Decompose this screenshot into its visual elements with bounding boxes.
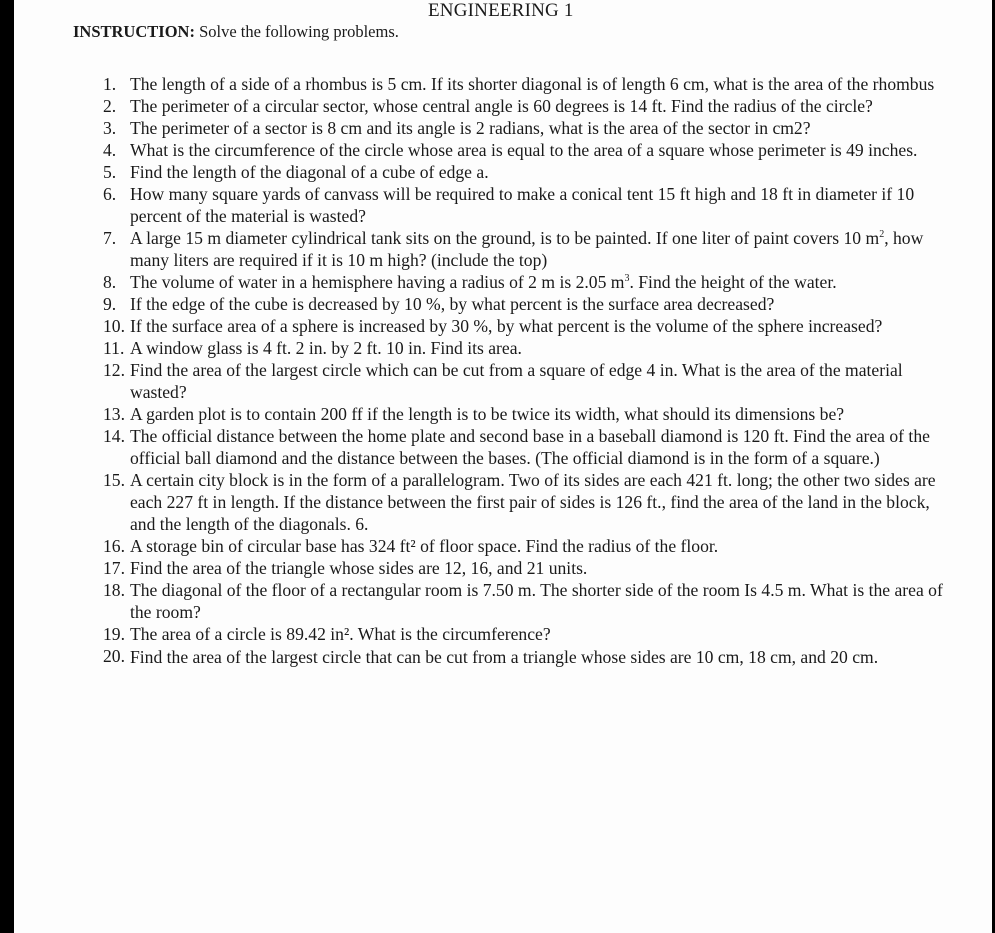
problem-text-before: The volume of water in a hemisphere having a radius of 2 m is 2.05 m [130, 272, 625, 292]
problem-item-15 [103, 469, 943, 535]
problem-number: 3. [103, 118, 117, 138]
problem-text-after: , how many liters are required if it is 10 m high? (include the top) [130, 228, 924, 270]
problem-item-10 [103, 315, 943, 337]
problem-item-13 [103, 403, 943, 425]
problem-text: How many square yards of canvass will be required to make a conical tent 15 ft high and 18 ft in diameter if 10 percent of the material is wasted? [130, 184, 915, 226]
problem-text: A garden plot is to contain 200 ff if the length is to be twice its width, what should its dimensions be? [130, 404, 845, 424]
problem-text: The perimeter of a sector is 8 cm and its angle is 2 radians, what is the area of the sector in cm2? [130, 118, 811, 138]
problem-number: 20. [103, 646, 125, 666]
problem-item-11 [103, 337, 943, 359]
problem-item-20 [103, 645, 943, 669]
document-title: ENGINEERING 1 [428, 0, 574, 21]
problem-item-14 [103, 425, 943, 469]
problem-item-16 [103, 535, 943, 557]
problem-text: The length of a side of a rhombus is 5 cm. If its shorter diagonal is of length 6 cm, what is the area of the rhombus [130, 74, 935, 94]
problem-number: 2. [103, 96, 117, 116]
problem-number: 8. [103, 272, 117, 292]
problem-number: 17. [103, 558, 125, 578]
problem-number: 10. [103, 316, 125, 336]
problem-text [130, 272, 837, 292]
problem-item-1 [103, 73, 943, 95]
problem-item-5 [103, 161, 943, 183]
problem-item-6 [103, 183, 943, 227]
problem-item-8 [103, 271, 943, 293]
problem-number: 1. [103, 74, 117, 94]
problem-number: 4. [103, 140, 117, 160]
problem-text: The official distance between the home plate and second base in a baseball diamond is 120 ft. Find the area of the official ball diamond and the distance between the bases. (The official diamond is in the form of a square.) [130, 426, 930, 468]
problem-number: 7. [103, 228, 117, 248]
problem-number: 5. [103, 162, 117, 182]
problem-text [130, 228, 923, 270]
problem-text-after: . Find the height of the water. [629, 272, 837, 292]
problem-text: The diagonal of the floor of a rectangular room is 7.50 m. The shorter side of the room Is 4.5 m. What is the area of the room? [130, 580, 943, 622]
superscript: 2 [879, 229, 885, 240]
problem-number: 13. [103, 404, 125, 424]
problem-text: A window glass is 4 ft. 2 in. by 2 ft. 10 in. Find its area. [130, 338, 522, 358]
problem-number: 15. [103, 470, 125, 490]
problem-number: 12. [103, 360, 125, 380]
problem-text: Find the area of the triangle whose sides are 12, 16, and 21 units. [130, 558, 588, 578]
problem-number: 14. [103, 426, 125, 446]
instruction-line [73, 21, 399, 43]
problem-text: If the surface area of a sphere is increased by 30 %, by what percent is the volume of the sphere increased? [130, 316, 883, 336]
instruction-text: Solve the following problems. [194, 22, 399, 41]
problem-number: 18. [103, 580, 125, 600]
problem-number: 6. [103, 184, 117, 204]
problem-text: What is the circumference of the circle whose area is equal to the area of a square whose perimeter is 49 inches. [130, 140, 918, 160]
problem-number: 19. [103, 624, 125, 644]
problem-text: The area of a circle is 89.42 in². What is the circumference? [130, 624, 551, 644]
problem-item-9 [103, 293, 943, 315]
problem-text: Find the area of the largest circle which can be cut from a square of edge 4 in. What is the area of the material wasted? [130, 360, 903, 402]
problem-item-17 [103, 557, 943, 579]
problem-item-4 [103, 139, 943, 161]
problem-item-12 [103, 359, 943, 403]
problem-text: Find the area of the largest circle that can be cut from a triangle whose sides are 10 cm, 18 cm, and 20 cm. [130, 647, 879, 667]
superscript: 3 [624, 273, 630, 284]
problem-text: If the edge of the cube is decreased by 10 %, by what percent is the surface area decreased? [130, 294, 775, 314]
problem-text: A certain city block is in the form of a parallelogram. Two of its sides are each 421 ft. long; the other two sides are each 227 ft in length. If the distance between the first pair of sides is 126 ft., find the area of the land in the block, and the length of the diagonals. 6. [130, 470, 936, 534]
problem-item-2 [103, 95, 943, 117]
instruction-label: INSTRUCTION: [73, 22, 195, 41]
problem-text: The perimeter of a circular sector, whose central angle is 60 degrees is 14 ft. Find the radius of the circle? [130, 96, 873, 116]
problem-text-before: A large 15 m diameter cylindrical tank sits on the ground, is to be painted. If one liter of paint covers 10 m [130, 228, 880, 248]
problem-text: Find the length of the diagonal of a cube of edge a. [130, 162, 489, 182]
problem-item-18 [103, 579, 943, 623]
problem-number: 16. [103, 536, 125, 556]
problem-list [103, 73, 943, 669]
problem-item-19 [103, 623, 943, 645]
problem-item-3 [103, 117, 943, 139]
problem-number: 11. [103, 338, 125, 358]
problem-text: A storage bin of circular base has 324 ft² of floor space. Find the radius of the floor. [130, 536, 719, 556]
document-page [14, 0, 992, 933]
problem-item-7 [103, 227, 943, 271]
problem-number: 9. [103, 294, 117, 314]
